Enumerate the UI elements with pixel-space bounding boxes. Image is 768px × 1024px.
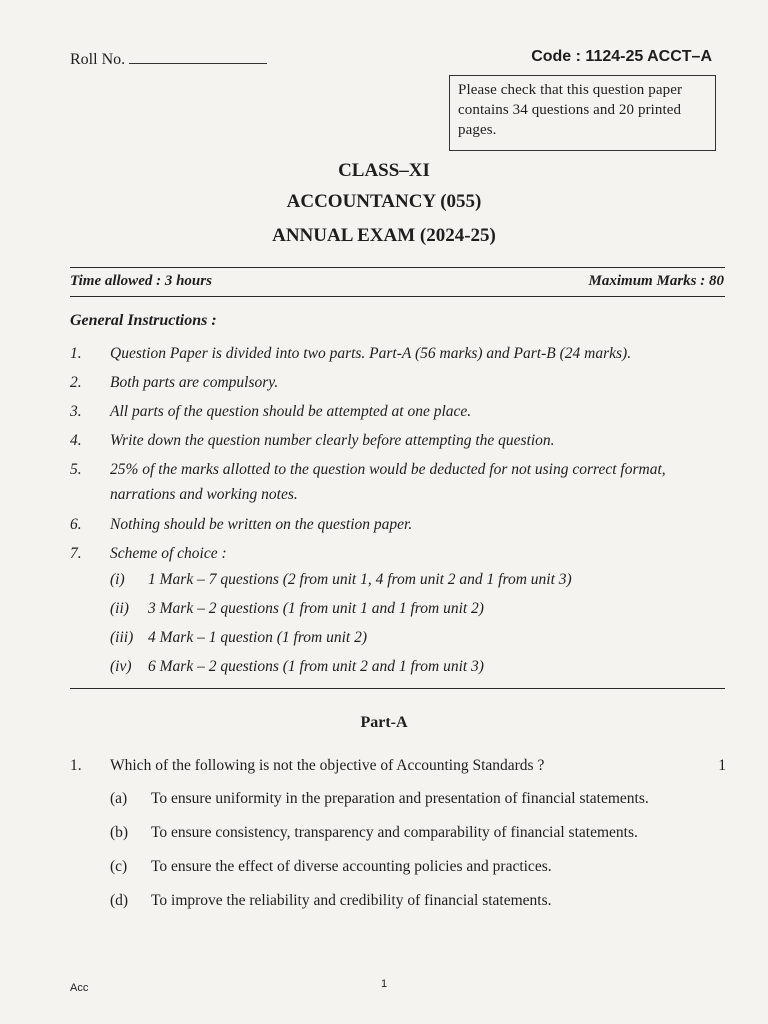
scheme-item: (iv) 6 Mark – 2 questions (1 from unit 2 and 1 from unit 3) (110, 658, 484, 675)
instruction-item: 3. All parts of the question should be attempted at one place. (70, 403, 472, 420)
page-number: 1 (380, 978, 388, 990)
part-a-heading: Part-A (360, 714, 408, 731)
question-1 (70, 757, 726, 779)
option-c: (c) To ensure the effect of diverse accounting policies and practices. (110, 858, 552, 875)
instruction-item: 5. 25% of the marks allotted to the question would be deducted for not using correct format, narrations and working notes. (70, 461, 666, 503)
instruction-item: 4. Write down the question number clearly before attempting the question. (70, 432, 555, 449)
instruction-item: 1. Question Paper is divided into two parts. Part-A (56 marks) and Part-B (24 marks). (70, 345, 632, 362)
question-text: Which of the following is not the objective of Accounting Standards ? (110, 757, 545, 774)
option-d: (d) To improve the reliability and credibility of financial statements. (110, 892, 552, 909)
class-title: CLASS–XI (338, 160, 430, 181)
footer-subject-code: Acc (70, 982, 89, 994)
code-value: 1124-25 ACCT–A (585, 48, 712, 65)
subject-title: ACCOUNTANCY (055) (286, 191, 482, 212)
divider (70, 296, 725, 297)
roll-blank-line (129, 49, 267, 64)
exam-title: ANNUAL EXAM (2024-25) (272, 225, 496, 246)
instruction-item: 7. Scheme of choice : (70, 545, 227, 562)
instruction-item: 6. Nothing should be written on the question paper. (70, 516, 413, 533)
divider (70, 267, 725, 268)
roll-number-field (70, 49, 267, 69)
scheme-item: (iii) 4 Mark – 1 question (1 from unit 2) (110, 629, 367, 646)
maximum-marks: Maximum Marks : 80 (588, 273, 724, 289)
notice-box: Please check that this question paper contains 34 questions and 20 printed pages. (449, 75, 716, 151)
question-number: 1. (70, 757, 82, 774)
option-a: (a) To ensure uniformity in the preparation and presentation of financial statements. (110, 790, 649, 807)
scheme-item: (i) 1 Mark – 7 questions (2 from unit 1, 4 from unit 2 and 1 from unit 3) (110, 571, 572, 588)
code-label: Code : (531, 48, 581, 65)
paper-code (531, 48, 712, 66)
question-marks: 1 (718, 757, 726, 774)
instruction-item: 2. Both parts are compulsory. (70, 374, 279, 391)
roll-label: Roll No. (70, 51, 126, 68)
divider (70, 688, 725, 689)
scheme-item: (ii) 3 Mark – 2 questions (1 from unit 1 and 1 from unit 2) (110, 600, 484, 617)
option-b: (b) To ensure consistency, transparency and comparability of financial statements. (110, 824, 638, 841)
time-allowed: Time allowed : 3 hours (70, 273, 212, 289)
instructions-heading: General Instructions : (70, 312, 217, 329)
